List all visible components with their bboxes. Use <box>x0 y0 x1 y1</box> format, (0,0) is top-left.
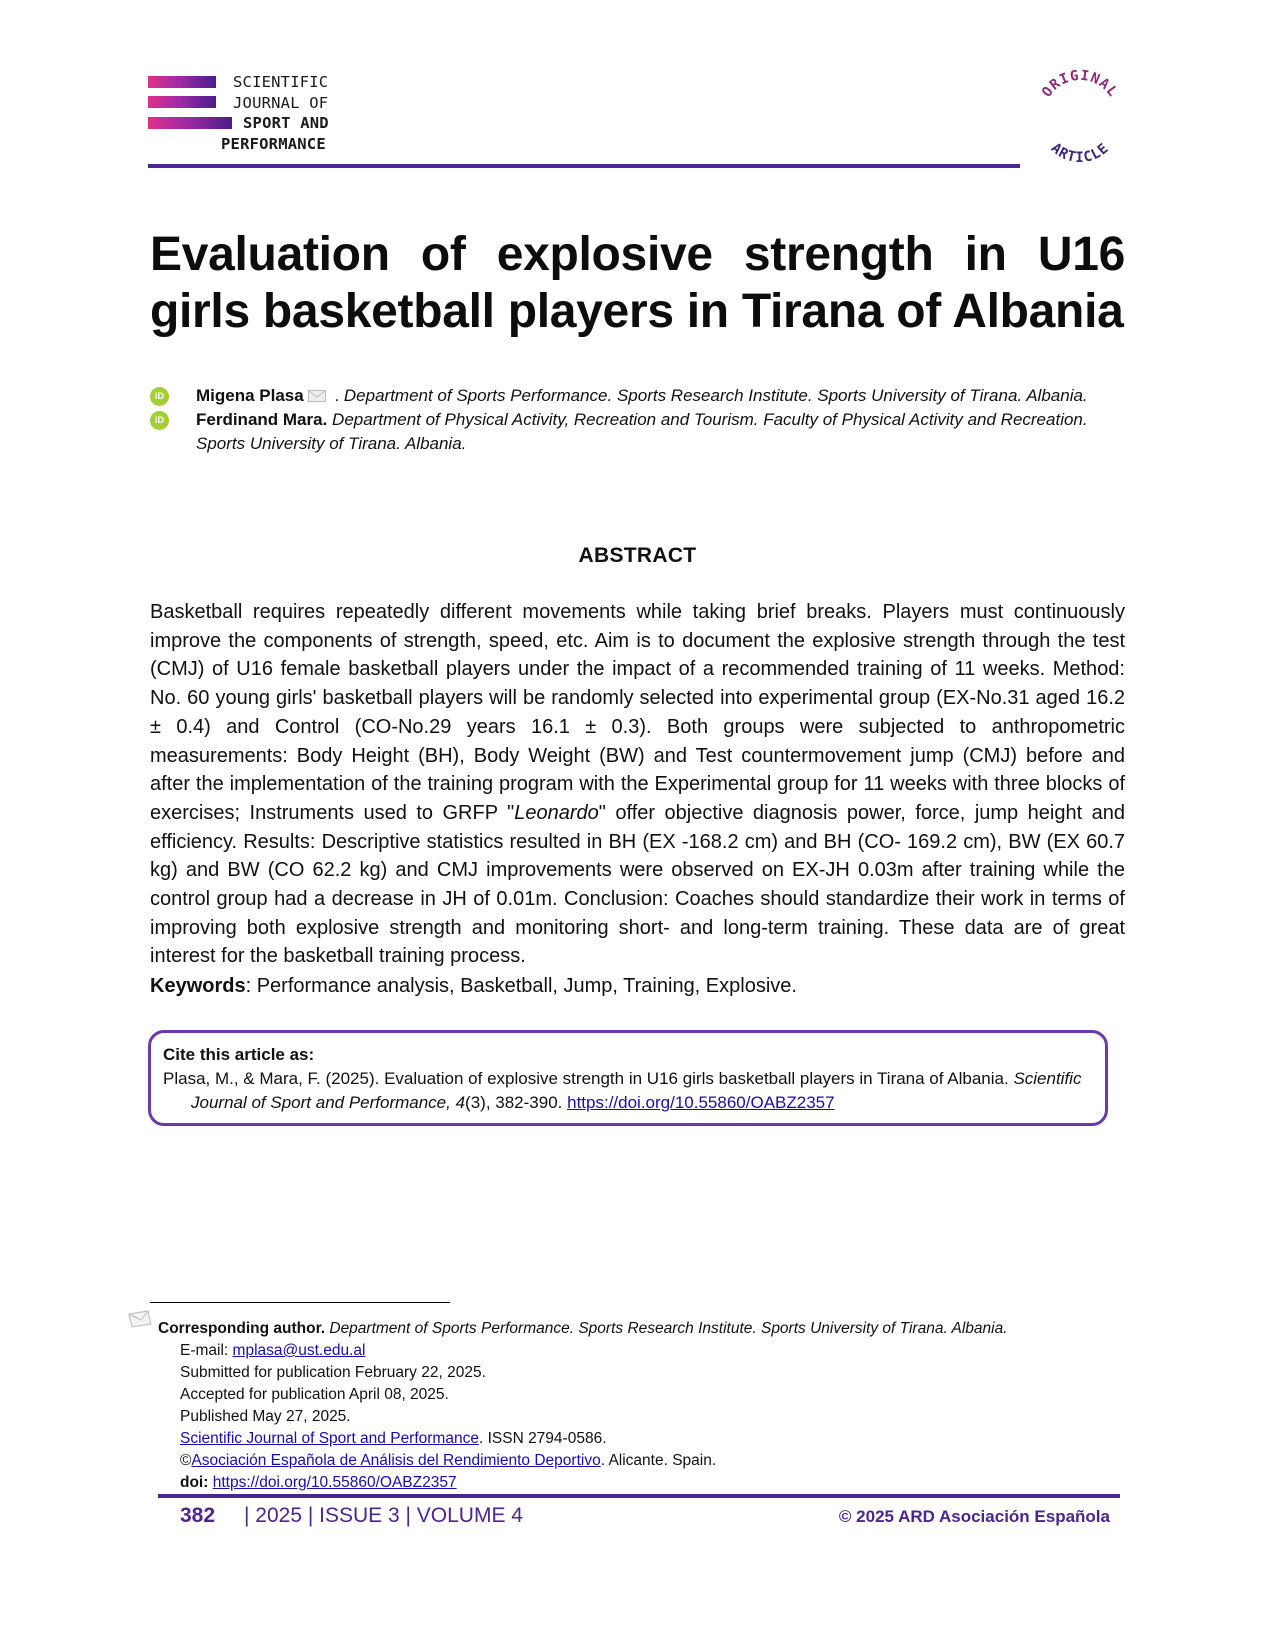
footer-copyright: © 2025 ARD Asociación Española <box>838 1507 1110 1526</box>
envelope-icon[interactable] <box>308 390 326 402</box>
keywords-list: : Performance analysis, Basketball, Jump, Training, Explosive. <box>245 975 797 997</box>
author-separator: . <box>329 386 344 405</box>
issue-info: | 2025 | ISSUE 3 | VOLUME 4 <box>244 1504 523 1527</box>
orcid-icon[interactable]: iD <box>150 411 169 430</box>
journal-line: PERFORMANCE <box>221 134 326 153</box>
svg-text:ORIGINAL <box>1039 68 1121 101</box>
logo-bar <box>148 76 216 88</box>
journal-line: SPORT AND <box>243 114 329 132</box>
author-entry <box>150 384 1125 408</box>
logo-bar <box>148 96 216 108</box>
journal-logo <box>148 72 348 152</box>
journal-line: SCIENTIFIC <box>233 73 329 91</box>
published-date: Published May 27, 2025. <box>180 1408 351 1425</box>
cite-doi-link[interactable]: https://doi.org/10.55860/OABZ2357 <box>567 1093 835 1112</box>
svg-text:ARTICLE <box>1048 140 1112 166</box>
page-number: 382 <box>180 1504 216 1527</box>
publisher-location: . Alicante. Spain. <box>600 1452 717 1469</box>
footnote-details <box>150 1340 1125 1494</box>
journal-link[interactable]: Scientific Journal of Sport and Performance <box>180 1430 479 1447</box>
journal-issn-line <box>180 1428 1125 1450</box>
accepted-date: Accepted for publication April 08, 2025. <box>180 1386 449 1403</box>
cite-reference <box>163 1067 1093 1115</box>
abstract-heading: ABSTRACT <box>578 544 697 567</box>
author-entry <box>150 408 1125 456</box>
abstract-text <box>150 598 1125 971</box>
header-rule <box>148 164 1020 168</box>
doi-label: doi: <box>180 1474 209 1491</box>
keywords <box>150 972 1125 1000</box>
journal-line: JOURNAL OF <box>233 93 329 112</box>
footer-rule <box>158 1494 1120 1498</box>
corresponding-affiliation: Department of Sports Performance. Sports Research Institute. Sports University of Tirana. Albania. <box>325 1320 1008 1337</box>
email-link[interactable]: mplasa@ust.edu.al <box>232 1342 366 1359</box>
author-name: Migena Plasa <box>196 386 304 405</box>
author-affiliation: Department of Sports Performance. Sports Research Institute. Sports University of Tirana. Albania. <box>343 386 1088 405</box>
article-title: Evaluation of explosive strength in U16 girls basketball players in Tirana of Albania <box>150 228 1125 338</box>
instrument-name: Leonardo <box>514 801 599 824</box>
footnote-rule <box>150 1302 450 1303</box>
author-name: Ferdinand Mara. <box>196 410 328 429</box>
badge-bottom-text: ARTICLE <box>1047 140 1113 166</box>
original-article-badge <box>1030 66 1130 166</box>
doi-line <box>180 1472 1125 1494</box>
copyright-symbol: © <box>180 1452 192 1469</box>
cite-authors-title: Plasa, M., & Mara, F. (2025). Evaluation of explosive strength in U16 girls basketball players in Tirana of Albania. <box>163 1069 1014 1088</box>
cite-journal: Scientific Journal of Sport and Performance, 4 <box>191 1069 1082 1112</box>
corresponding-label: Corresponding author. <box>158 1320 326 1337</box>
orcid-icon[interactable]: iD <box>150 387 169 406</box>
submitted-date: Submitted for publication February 22, 2025. <box>180 1364 486 1381</box>
doi-link[interactable]: https://doi.org/10.55860/OABZ2357 <box>212 1474 457 1491</box>
author-list <box>150 384 1125 456</box>
abstract-part: Basketball requires repeatedly different movements while taking brief breaks. Players must continuously improve the components of strength, speed, etc. Aim is to document the explosive strength through the test (CMJ) of U16 female basketball players under the impact of a recommended training of 11 weeks. Method: No. 60 young girls' basketball players will be randomly selected into experimental group (EX-No.31 aged 16.2 ± 0.4) and Control (CO-No.29 years 16.1 ± 0.3). Both groups were subjected to anthropometric measurements: Body Height (BH), Body Weight (BW) and Test countermovement jump (CMJ) before and after the implementation of the training program with the Experimental group for 11 weeks with three blocks of exercises; Instruments used to GRFP " <box>150 601 1125 824</box>
journal-name <box>221 72 329 154</box>
email-label: E-mail: <box>180 1342 233 1359</box>
abstract-part: " offer objective diagnosis power, force, jump height and efficiency. Results: Descriptive statistics resulted in BH (EX -168.2 cm) and BH (CO- 169.2 cm), BW (EX 60.7 kg) and BW (CO 62.2 kg) and CMJ improvements were observed on EX-JH 0.03m after training while the control group had a decrease in JH of 0.01m. Conclusion: Coaches should standardize their work in terms of improving both explosive strength and monitoring short- and long-term training. These data are of great interest for the basketball training process. <box>150 801 1125 968</box>
cite-issue-pages: (3), 382-390. <box>465 1093 568 1112</box>
corresponding-author <box>150 1318 1125 1340</box>
logo-bar <box>148 117 232 129</box>
issn: . ISSN 2794-0586. <box>478 1430 607 1447</box>
publisher-line <box>180 1450 1125 1472</box>
cite-box <box>148 1030 1108 1126</box>
publisher-link[interactable]: Asociación Española de Análisis del Rendimiento Deportivo <box>191 1452 601 1469</box>
cite-heading: Cite this article as: <box>163 1045 315 1064</box>
email-line <box>180 1340 1125 1362</box>
envelope-icon <box>128 1310 152 1328</box>
footnote <box>150 1318 1125 1494</box>
badge-top-text: ORIGINAL <box>1038 67 1122 101</box>
page-footer <box>180 1504 1110 1534</box>
keywords-label: Keywords <box>150 975 246 997</box>
author-affiliation: Department of Physical Activity, Recreation and Tourism. Faculty of Physical Activity and Recreation. Sports University of Tirana. Albania. <box>196 410 1088 453</box>
